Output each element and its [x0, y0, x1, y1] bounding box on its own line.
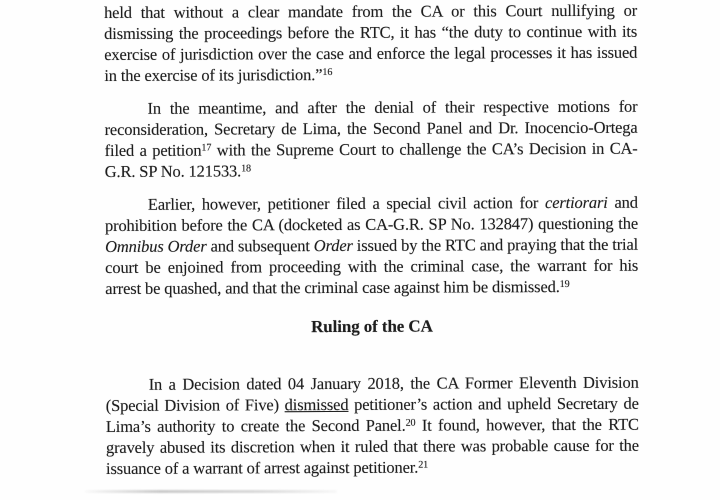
- text-run: Order: [313, 235, 353, 256]
- paragraph-ca-decision: [106, 372, 639, 479]
- text-run: dismissed: [284, 394, 349, 415]
- text-run: with the Supreme Court to challenge the CA’s Decision in CA-G.R. SP No. 121533.: [104, 138, 638, 181]
- footnote-marker: 21: [418, 459, 429, 471]
- text-run: certiorari: [544, 192, 608, 213]
- text-run: held that without a clear mandate from the CA or this Court nullifying or dismissing the proceedings before the RTC, it has “the duty to continue with its exercise of jurisdiction over the case and enforce the legal processes it has issued in the exercise of its jurisdiction.”: [104, 0, 638, 85]
- text-run: Omnibus Order: [105, 236, 207, 256]
- text-run: In a Decision dated 04 January 2018, the CA Former Eleventh Division (Special Division of Five): [105, 372, 639, 415]
- footnote-marker: 18: [241, 163, 252, 175]
- document-text-column: [104, 0, 639, 479]
- text-run: and subsequent: [206, 236, 314, 256]
- footnote-marker: 16: [322, 67, 333, 79]
- text-run: It found, however, that the RTC gravely abused its discretion when it ruled that there was probable cause for the issuance of a warrant of arrest against petitioner.: [105, 414, 639, 478]
- text-run: and prohibition before the CA (docketed as CA-G.R. SP No. 132847) questioning the: [104, 192, 639, 235]
- footnote-marker: 20: [405, 417, 416, 429]
- section-heading-ruling-of-the-ca: Ruling of the CA: [311, 316, 433, 337]
- footnote-marker: 19: [559, 279, 570, 291]
- text-run: issued by the RTC and praying that the trial court be enjoined from proceeding with the criminal case, the warrant for his arrest be quashed, and that the criminal case against him be dismissed.: [105, 234, 639, 298]
- footnote-marker: 17: [201, 142, 212, 154]
- paragraph-continuation: [104, 0, 637, 86]
- scan-smudge-footnote-line-artifact: [85, 490, 337, 493]
- paragraph-certiorari-prohibition: [105, 192, 638, 299]
- text-run: Earlier, however, petitioner filed a special civil action for: [147, 193, 546, 214]
- text-run: petitioner’s action and upheld Secretary de Lima’s authority to create the Second Panel.: [105, 393, 639, 436]
- paragraph-meantime-petition: [104, 96, 637, 182]
- text-run: In the meantime, and after the denial of their respective motions for reconsideration, Secretary de Lima, the Second Panel and Dr. Inocencio-Ortega filed a petition: [104, 96, 638, 160]
